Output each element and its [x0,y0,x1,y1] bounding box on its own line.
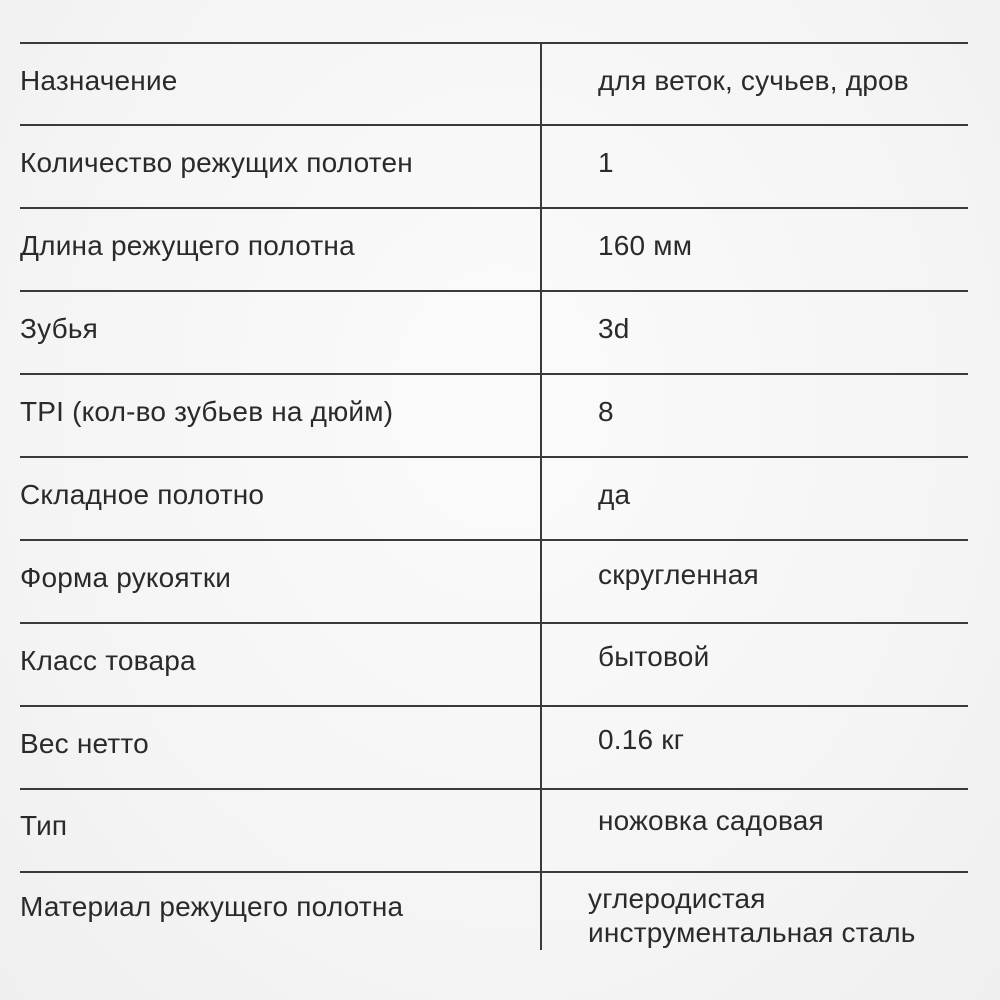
spec-value [588,882,968,950]
spec-label: Класс товара [20,645,196,676]
spec-label: Вес нетто [20,728,149,759]
spec-label: Назначение [20,65,178,96]
spec-value: 8 [598,396,614,427]
spec-value: скругленная [598,559,759,590]
spec-value: 3d [598,313,630,344]
spec-value: бытовой [598,641,710,672]
spec-label: Тип [20,810,68,841]
row-divider [20,124,968,126]
row-divider [20,42,968,44]
row-divider [20,207,968,209]
row-divider [20,622,968,624]
row-divider [20,705,968,707]
spec-value: 0.16 кг [598,724,685,755]
column-divider [540,42,542,950]
spec-label: Складное полотно [20,479,265,510]
spec-label: Длина режущего полотна [20,230,355,261]
row-divider [20,456,968,458]
spec-value: для веток, сучьев, дров [598,65,909,96]
spec-label: TPI (кол-во зубьев на дюйм) [20,396,394,427]
row-divider [20,788,968,790]
spec-value: 1 [598,147,614,178]
spec-label: Форма рукоятки [20,562,232,593]
row-divider [20,871,968,873]
row-divider [20,373,968,375]
row-divider [20,539,968,541]
spec-value-line: углеродистая [588,883,766,914]
spec-label: Количество режущих полотен [20,147,413,178]
spec-value: 160 мм [598,230,693,261]
spec-value: ножовка садовая [598,805,824,836]
spec-value: да [598,479,631,510]
spec-label: Материал режущего полотна [20,891,404,922]
spec-label: Зубья [20,313,99,344]
row-divider [20,290,968,292]
spec-value-line: инструментальная сталь [588,917,916,948]
